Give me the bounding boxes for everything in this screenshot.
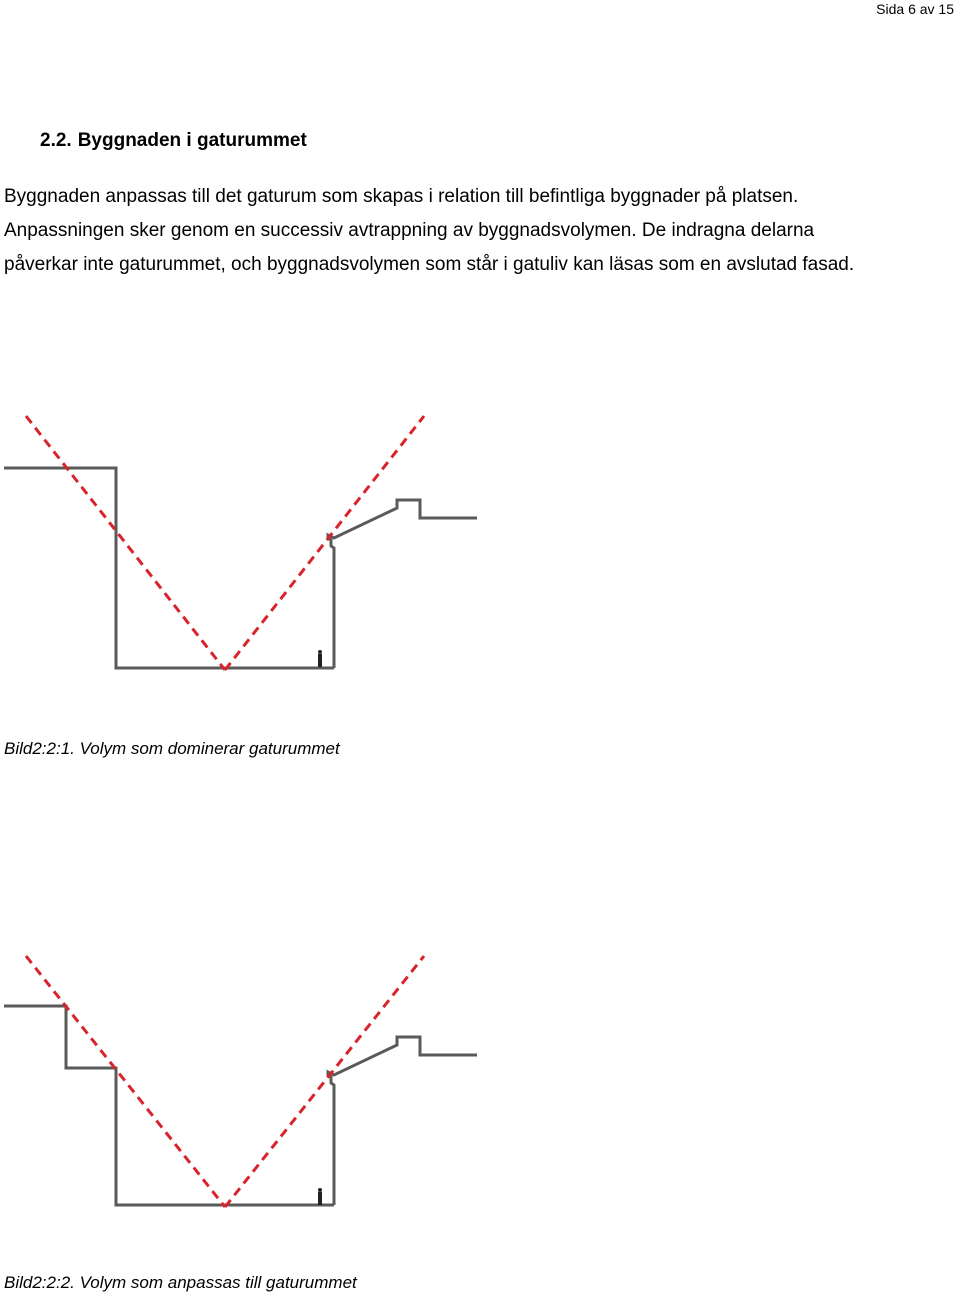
right-building-outline: [328, 1037, 477, 1205]
sightline-left: [26, 416, 225, 670]
person-icon: [318, 1188, 322, 1205]
street-section-drawing: [0, 950, 480, 1230]
right-building-outline: [328, 500, 477, 668]
left-building-outline: [4, 468, 145, 668]
body-paragraph: [4, 180, 960, 282]
street-section-figure-dominating: [0, 410, 480, 690]
sightline-right: [225, 416, 424, 670]
street-section-drawing: [0, 410, 480, 690]
body-line: Anpassningen sker genom en successiv avtrappning av byggnadsvolymen. De indragna delarna: [4, 220, 815, 241]
section-number: 2.2.: [40, 130, 72, 151]
page-number: Sida 6 av 15: [876, 1, 954, 17]
figure-caption: Bild2:2:1. Volym som dominerar gaturummet: [4, 739, 340, 758]
body-line: Byggnaden anpassas till det gaturum som skapas i relation till befintliga byggnader på platsen.: [4, 186, 799, 207]
figure-caption: Bild2:2:2. Volym som anpassas till gaturummet: [4, 1273, 357, 1292]
sightline-right: [225, 956, 424, 1207]
person-icon: [318, 650, 322, 667]
body-line: påverkar inte gaturummet, och byggnadsvolymen som står i gatuliv kan läsas som en avslutad fasad.: [4, 254, 855, 275]
section-heading: [40, 128, 307, 154]
sightline-left: [26, 956, 225, 1207]
street-section-figure-adapted: [0, 950, 480, 1230]
section-title: Byggnaden i gaturummet: [77, 130, 307, 151]
left-building-outline: [4, 1006, 145, 1205]
